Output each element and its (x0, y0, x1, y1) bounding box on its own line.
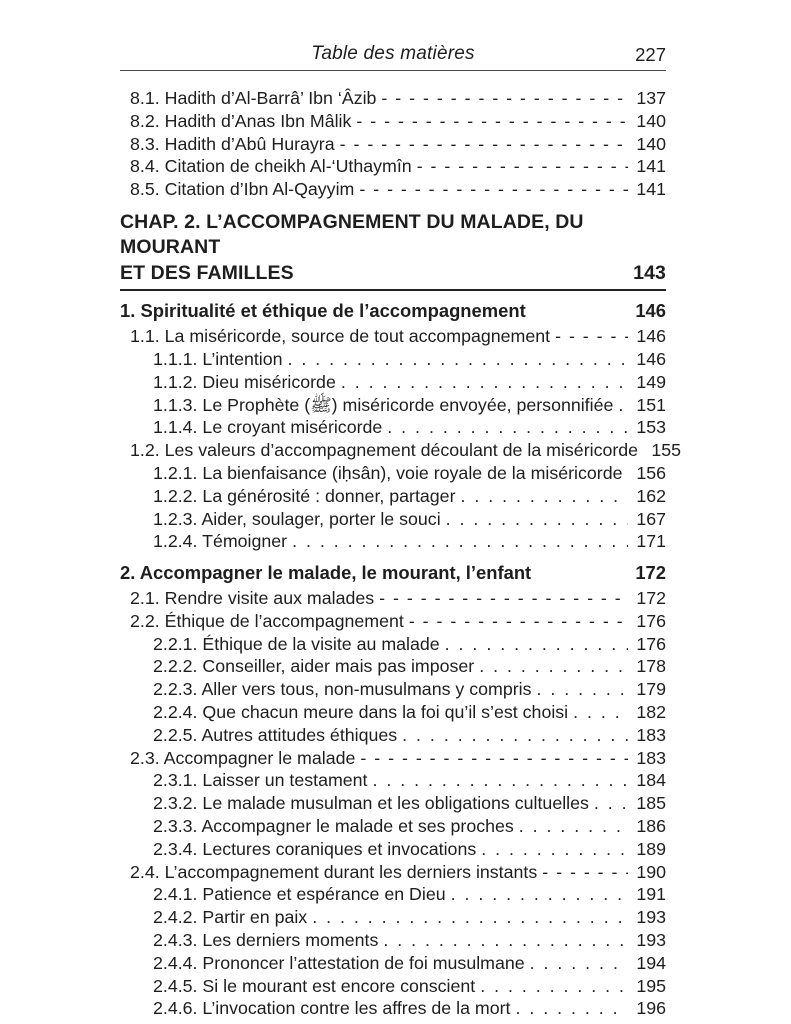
toc-entry-label: 1.1.3. Le Prophète (ﷺ) miséricorde envoyée, personnifiée (153, 394, 614, 415)
toc-entry (120, 678, 666, 701)
dot-leader (537, 678, 629, 701)
dot-leader (530, 952, 628, 975)
toc-entry-label: 2.2.1. Éthique de la visite au malade (153, 633, 440, 654)
toc-entry-page: 185 (636, 793, 666, 814)
toc-entry (120, 300, 666, 323)
toc-entry (120, 906, 666, 929)
toc-entry (120, 633, 666, 656)
toc-entry-label: 2.4.6. L’invocation contre les affres de la mort (153, 998, 511, 1019)
dot-leader (573, 701, 628, 724)
toc-entry (120, 587, 666, 610)
toc-entry (120, 610, 666, 633)
toc-entry-label: 8.5. Citation d’Ibn Al-Qayyim (130, 179, 355, 200)
toc-entry-page: 140 (636, 133, 666, 154)
chapter-title-line-2-row (120, 261, 666, 287)
toc-entry (120, 155, 666, 178)
toc-entry-label: 2.2.4. Que chacun meure dans la foi qu’il s’est choisi (153, 702, 569, 723)
toc-entry-page: 176 (636, 633, 666, 654)
toc-entry-label: 8.4. Citation de cheikh Al-‘Uthaymîn (130, 156, 412, 177)
dot-leader (383, 929, 628, 952)
toc-entry-page: 155 (651, 440, 682, 461)
toc-entry (120, 838, 666, 861)
dot-leader (359, 178, 628, 201)
dot-leader (542, 861, 628, 884)
toc-entry-label: 2.2.3. Aller vers tous, non-musulmans y compris (153, 679, 532, 700)
toc-entry-page: 176 (636, 610, 666, 631)
dot-leader (594, 792, 628, 815)
toc-entry-page: 153 (636, 417, 666, 438)
toc-entry-page: 156 (636, 463, 666, 484)
toc-entry (120, 133, 666, 156)
dot-leader (360, 747, 628, 770)
toc-entry-page: 193 (636, 930, 666, 950)
toc-entry (120, 724, 666, 747)
toc-entry-label: 8.3. Hadith d’Abû Hurayra (130, 133, 335, 154)
dot-leader (445, 633, 628, 656)
dot-leader (480, 975, 628, 998)
toc-entry-page: 182 (636, 702, 666, 723)
dot-leader (340, 133, 628, 156)
dot-leader (356, 110, 628, 133)
toc-entry-label: 2.1. Rendre visite aux malades (130, 588, 375, 609)
toc-entry-page: 141 (636, 156, 666, 177)
toc-entry-page: 172 (635, 562, 666, 584)
toc-entry (120, 530, 666, 553)
toc-entry (120, 485, 666, 508)
toc-entry-page: 146 (635, 300, 666, 322)
toc-entry-label: 1.2.4. Témoigner (153, 531, 288, 552)
toc-entry (120, 508, 666, 531)
dot-leader (481, 838, 628, 861)
dot-leader (409, 610, 628, 633)
toc-entry (120, 655, 666, 678)
toc-entry-page: 141 (636, 179, 666, 200)
toc-entry-page: 195 (636, 975, 666, 996)
toc-entry (120, 747, 666, 770)
toc-entry-page: 186 (636, 816, 666, 837)
page-number: 227 (635, 44, 666, 65)
toc-entry-page: 179 (636, 679, 666, 700)
toc-entry-label: 1.1.4. Le croyant miséricorde (153, 417, 383, 438)
dot-leader (288, 348, 628, 371)
toc-entry-label: 8.2. Hadith d’Anas Ibn Mâlik (130, 110, 352, 131)
toc-entry (120, 861, 666, 884)
dot-leader (479, 655, 628, 678)
dot-leader (387, 416, 628, 439)
toc-entry-page: 191 (636, 884, 666, 905)
toc-entry-label: 1. Spiritualité et éthique de l’accompagnement (120, 300, 526, 322)
toc-entry-page: 137 (636, 88, 666, 108)
dot-leader (373, 769, 629, 792)
table-of-contents (120, 87, 682, 1020)
toc-entry (120, 87, 666, 110)
toc-entry-label: 2.3.3. Accompagner le malade et ses proches (153, 816, 514, 837)
toc-entry-label: 2.4. L’accompagnement durant les derniers instants (130, 861, 538, 882)
dot-leader (627, 462, 628, 485)
dot-leader (312, 906, 628, 929)
dot-leader (618, 394, 628, 417)
toc-entry-label: 2.2. Éthique de l’accompagnement (130, 610, 404, 631)
toc-entry-page: 183 (636, 724, 666, 745)
toc-entry (120, 439, 682, 462)
toc-entry-page: 151 (636, 394, 666, 415)
chapter-title-line-2: ET DES FAMILLES (120, 261, 294, 284)
running-head-title: Table des matières (311, 43, 475, 64)
chapter-heading (120, 210, 666, 292)
toc-entry-label: 1.2. Les valeurs d’accompagnement découlant de la miséricorde (130, 440, 639, 461)
toc-entry-page: 146 (636, 349, 666, 370)
toc-entry (120, 815, 666, 838)
toc-entry (120, 416, 666, 439)
dot-leader (461, 485, 629, 508)
toc-entry (120, 997, 666, 1020)
toc-entry-label: 2.2.2. Conseiller, aider mais pas imposer (153, 656, 475, 677)
toc-entry (120, 178, 666, 201)
page-header (120, 42, 666, 71)
toc-entry (120, 929, 666, 952)
toc-entry-label: 1.2.1. La bienfaisance (iḥsân), voie royale de la miséricorde (153, 463, 623, 484)
toc-entry-label: 2.3.1. Laisser un testament (153, 770, 368, 791)
toc-entry (120, 325, 666, 348)
toc-entry-label: 2.4.2. Partir en paix (153, 907, 308, 928)
toc-entry-label: 1.1. La miséricorde, source de tout accompagnement (130, 326, 551, 347)
toc-entry (120, 701, 666, 724)
toc-entry-page: 140 (636, 110, 666, 131)
chapter-title-line-1: CHAP. 2. L’ACCOMPAGNEMENT DU MALADE, DU MOURANT (120, 210, 584, 259)
toc-entry-label: 2.4.4. Prononcer l’attestation de foi musulmane (153, 952, 525, 973)
toc-entry (120, 371, 666, 394)
dot-leader (451, 883, 628, 906)
toc-entry-label: 2.4.1. Patience et espérance en Dieu (153, 884, 446, 905)
toc-entry (120, 952, 666, 975)
toc-entry-page: 183 (636, 747, 666, 768)
dot-leader (341, 371, 628, 394)
toc-entry-label: 8.1. Hadith d’Al-Barrâ’ Ibn ‘Âzib (130, 88, 377, 108)
toc-entry-page: 167 (636, 508, 666, 529)
toc-entry-label: 2.3.4. Lectures coraniques et invocations (153, 838, 477, 859)
toc-entry (120, 883, 666, 906)
toc-entry-page: 171 (636, 531, 666, 552)
toc-entry-label: 2. Accompagner le malade, le mourant, l’enfant (120, 562, 532, 584)
toc-entry (120, 562, 666, 585)
toc-entry-page: 193 (636, 907, 666, 928)
toc-entry (120, 348, 666, 371)
toc-entry-page: 190 (636, 861, 666, 882)
toc-entry (120, 394, 666, 417)
toc-entry (120, 975, 666, 998)
toc-entry-page: 194 (636, 952, 666, 973)
toc-entry-page: 146 (636, 326, 666, 347)
dot-leader (515, 997, 628, 1020)
dot-leader (555, 325, 628, 348)
toc-entry-label: 1.2.3. Aider, soulager, porter le souci (153, 508, 441, 529)
toc-entry (120, 462, 666, 485)
toc-entry-label: 2.3.2. Le malade musulman et les obligations cultuelles (153, 793, 589, 814)
dot-leader (292, 530, 628, 553)
toc-entry-label: 2.3. Accompagner le malade (130, 747, 356, 768)
toc-entry-label: 1.1.1. L’intention (153, 349, 283, 370)
chapter-page-number: 143 (633, 261, 666, 284)
dot-leader (446, 508, 628, 531)
toc-entry-page: 196 (636, 998, 666, 1019)
dot-leader (519, 815, 628, 838)
toc-entry-page: 172 (636, 588, 666, 609)
dot-leader (381, 87, 628, 110)
toc-entry-label: 2.4.5. Si le mourant est encore conscient (153, 975, 476, 996)
toc-entries-section-8 (120, 87, 666, 201)
toc-entries-chapter-2 (120, 300, 682, 1020)
toc-entry-label: 1.2.2. La générosité : donner, partager (153, 485, 456, 506)
toc-entry-label: 2.2.5. Autres attitudes éthiques (153, 724, 398, 745)
dot-leader (402, 724, 628, 747)
toc-entry (120, 110, 666, 133)
toc-entry-label: 2.4.3. Les derniers moments (153, 930, 379, 950)
toc-entry-page: 184 (636, 770, 666, 791)
toc-entry (120, 769, 666, 792)
toc-entry-page: 189 (636, 838, 666, 859)
dot-leader (379, 587, 628, 610)
toc-entry-page: 149 (636, 371, 666, 392)
toc-entry-page: 178 (636, 656, 666, 677)
toc-entry-page: 162 (636, 485, 666, 506)
toc-entry (120, 792, 666, 815)
toc-entry-label: 1.1.2. Dieu miséricorde (153, 371, 336, 392)
dot-leader (417, 155, 628, 178)
